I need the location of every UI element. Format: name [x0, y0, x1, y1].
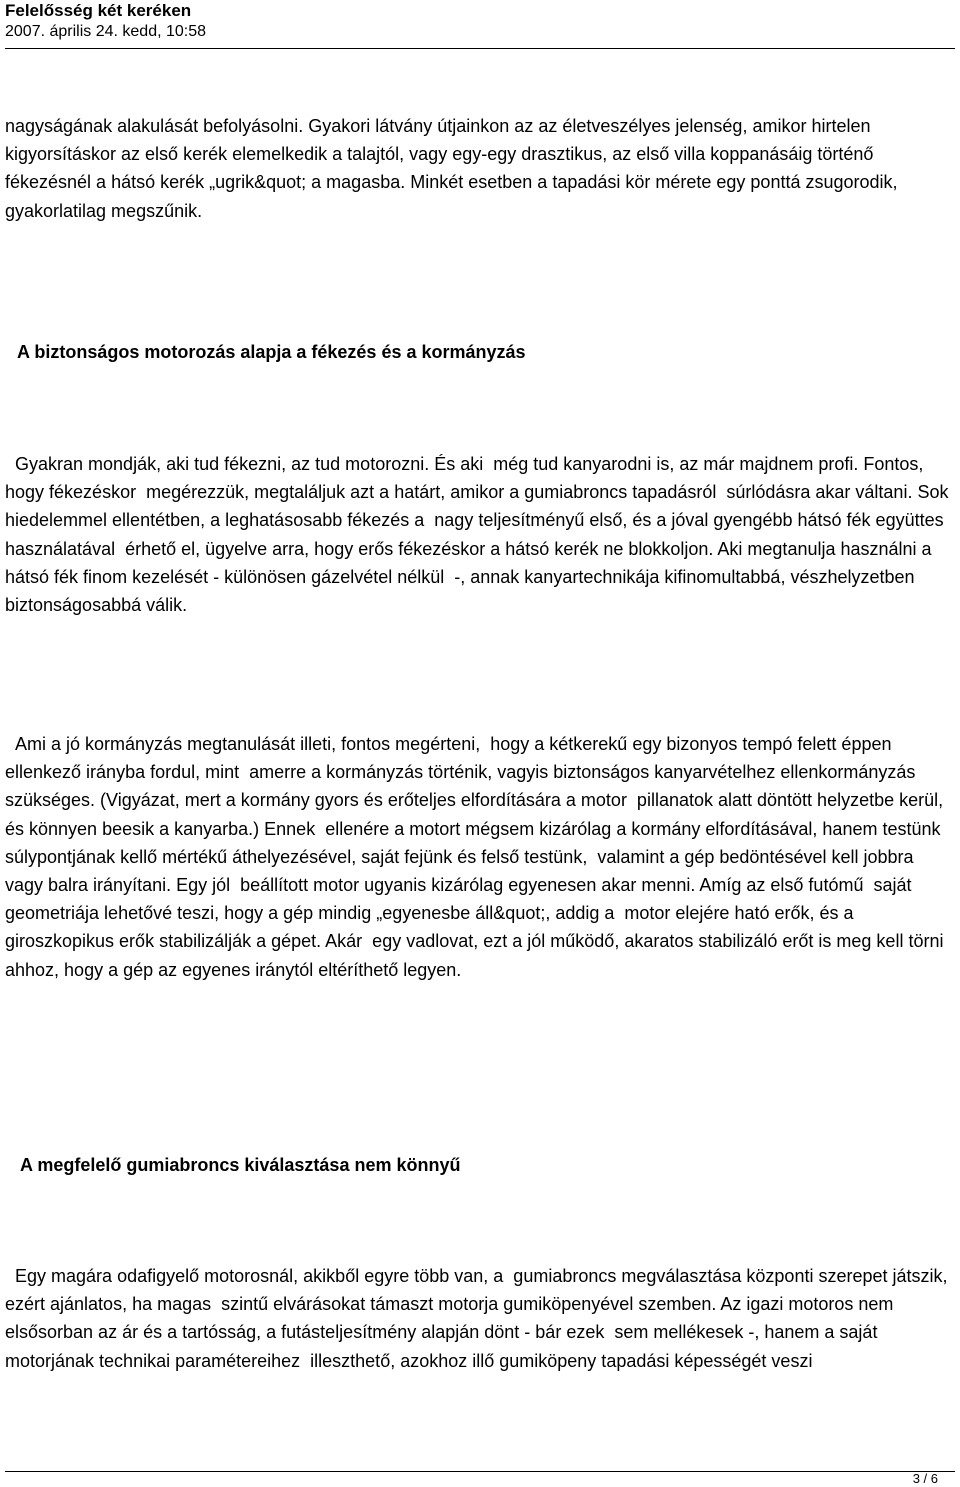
paragraph-intro: nagyságának alakulását befolyásolni. Gyakori látvány útjainkon az az életveszélyes jelenség, amikor hirtelen kigyorsításkor az első kerék elemelkedik a talajtól, vagy egy-egy drasztikus, az első villa koppanásáig történő fékezésnél a hátsó kerék „ugrik&quot; a magasba. Minkét esetben a tapadási kör mérete egy ponttá zsugorodik, gyakorlatilag megszűnik.	[5, 116, 898, 221]
section-heading-braking-steering: A biztonságos motorozás alapja a fékezés és a kormányzás	[17, 342, 526, 362]
paragraph-steering: Ami a jó kormányzás megtanulását illeti, fontos megérteni, hogy a kétkerekű egy bizonyos tempó felett éppen ellenkező irányba fordul, mint amerre a kormányzás történik, vagyis biztonságos kanyarvételhez ellenkormányzás szükséges. (Vigyázat, mert a kormány gyors és erőteljes elfordítására a motor pillanatok alatt döntött helyzetbe kerül, és könnyen beesik a kanyarba.) Ennek ellenére a motort mégsem kizárólag a kormány elfordításával, hanem testünk súlypontjának kellő mértékű áthelyezésével, saját fejünk és felső testünk, valamint a gép bedöntésével kell jobbra vagy balra irányítani. Egy jól beállított motor ugyanis kizárólag egyenesen akar menni. Amíg az első futómű saját geometriája lehetővé teszi, hogy a gép mindig „egyenesbe áll&quot;, addig a motor elejére ható erők, és a giroszkopikus erők stabilizálják a gépet. Akár egy vadlovat, ezt a jól működő, akaratos stabilizáló erőt is meg kell törni ahhoz, hogy a gép az egyenes iránytól eltéríthető legyen.	[5, 734, 954, 980]
document-header	[5, 0, 955, 42]
footer-divider	[5, 1471, 955, 1472]
paragraph-braking: Gyakran mondják, aki tud fékezni, az tud motorozni. És aki még tud kanyarodni is, az már majdnem profi. Fontos, hogy fékezéskor megérezzük, megtaláljuk azt a határt, amikor a gumiabroncs tapadásról súrlódásra akar váltani. Sok hiedelemmel ellentétben, a leghatásosabb fékezés a nagy teljesítményű első, és a jóval gyengébb hátsó fék együttes használatával érhető el, ügyelve arra, hogy erős fékezéskor a hátsó kerék ne blokkoljon. Aki megtanulja használni a hátsó fék finom kezelését - különösen gázelvétel nélkül -, annak kanyartechnikája kifinomultabbá, vészhelyzetben biztonságosabbá válik.	[5, 454, 954, 616]
article-title: Felelősség két keréken	[5, 1, 192, 20]
paragraph-tyres: Egy magára odafigyelő motorosnál, akikből egyre több van, a gumiabroncs megválasztása központi szerepet játszik, ezért ajánlatos, ha magas szintű elvárásokat támaszt motorja gumiköpenyével szemben. Az igazi motoros nem elsősorban az ár és a tartósság, a futásteljesítmény alapján dönt - bár ezek sem mellékesek -, hanem a saját motorjának technikai paramétereihez illeszthető, azokhoz illő gumiköpeny tapadási képességét veszi	[5, 1266, 953, 1371]
section-heading-tyre-selection: A megfelelő gumiabroncs kiválasztása nem könnyű	[20, 1155, 461, 1175]
page-number: 3 / 6	[912, 1471, 938, 1486]
header-divider	[5, 48, 955, 49]
article-date: 2007. április 24. kedd, 10:58	[5, 23, 207, 40]
